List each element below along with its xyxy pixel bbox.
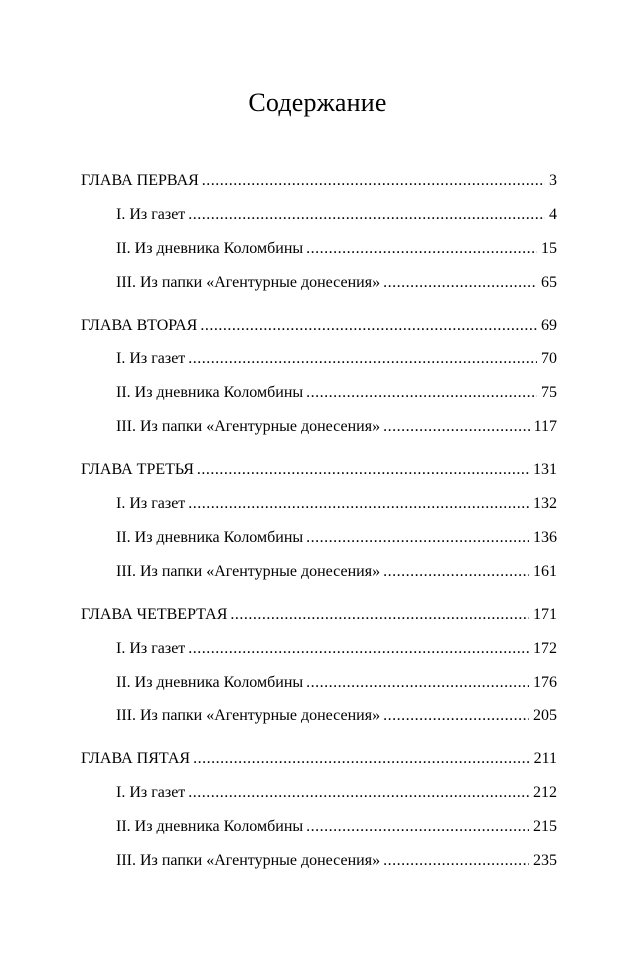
chapter-title: ГЛАВА ПЕРВАЯ bbox=[81, 172, 199, 189]
toc-section[interactable] bbox=[116, 238, 557, 260]
section-title: III. Из папки «Агентурные донесения» bbox=[116, 274, 381, 291]
chapter-title: ГЛАВА ВТОРАЯ bbox=[81, 317, 198, 334]
chapter-title: ГЛАВА ЧЕТВЕРТАЯ bbox=[81, 606, 228, 623]
section-title: II. Из дневника Коломбины bbox=[116, 240, 304, 257]
dot-leader bbox=[383, 561, 529, 583]
dot-leader bbox=[230, 604, 529, 626]
section-title: I. Из газет bbox=[116, 784, 186, 801]
section-title: III. Из папки «Агентурные донесения» bbox=[116, 418, 381, 435]
page-number: 15 bbox=[541, 240, 557, 257]
dot-leader bbox=[202, 170, 545, 192]
toc-section[interactable] bbox=[116, 527, 557, 549]
dot-leader bbox=[306, 527, 529, 549]
toc-section[interactable] bbox=[116, 416, 557, 438]
page-number: 161 bbox=[533, 563, 557, 580]
dot-leader bbox=[188, 204, 545, 226]
dot-leader bbox=[188, 493, 529, 515]
page-number: 131 bbox=[533, 461, 557, 478]
page-number: 75 bbox=[541, 384, 557, 401]
toc-chapter-4[interactable] bbox=[81, 604, 557, 626]
page-number: 172 bbox=[533, 640, 557, 657]
toc-chapter-2[interactable] bbox=[81, 315, 557, 337]
chapter-title: ГЛАВА ТРЕТЬЯ bbox=[81, 461, 194, 478]
page-number: 205 bbox=[533, 707, 557, 724]
page-number: 4 bbox=[549, 206, 557, 223]
page-number: 65 bbox=[541, 274, 557, 291]
section-title: II. Из дневника Коломбины bbox=[116, 674, 304, 691]
section-title: III. Из папки «Агентурные донесения» bbox=[116, 563, 381, 580]
page-title: Содержание bbox=[248, 88, 387, 117]
dot-leader bbox=[306, 238, 537, 260]
dot-leader bbox=[197, 459, 529, 481]
section-title: I. Из газет bbox=[116, 350, 186, 367]
page-number: 171 bbox=[533, 606, 557, 623]
section-title: I. Из газет bbox=[116, 640, 186, 657]
page-number: 212 bbox=[533, 784, 557, 801]
dot-leader bbox=[193, 748, 529, 770]
dot-leader bbox=[306, 382, 537, 404]
page-number: 69 bbox=[541, 317, 557, 334]
page-number: 176 bbox=[533, 674, 557, 691]
section-title: I. Из газет bbox=[116, 206, 186, 223]
toc-section[interactable] bbox=[116, 493, 557, 515]
dot-leader bbox=[188, 348, 537, 370]
section-title: III. Из папки «Агентурные донесения» bbox=[116, 707, 381, 724]
toc-chapter-5[interactable] bbox=[81, 748, 557, 770]
chapter-title: ГЛАВА ПЯТАЯ bbox=[81, 750, 191, 767]
toc-chapter-3[interactable] bbox=[81, 459, 557, 481]
section-title: I. Из газет bbox=[116, 495, 186, 512]
page-number: 3 bbox=[549, 172, 557, 189]
toc-chapter-1[interactable] bbox=[81, 170, 557, 192]
page-number: 117 bbox=[533, 418, 557, 435]
section-title: II. Из дневника Коломбины bbox=[116, 384, 304, 401]
dot-leader bbox=[188, 638, 529, 660]
toc-section[interactable] bbox=[116, 272, 557, 294]
toc-section[interactable] bbox=[116, 382, 557, 404]
dot-leader bbox=[306, 816, 529, 838]
toc-section[interactable] bbox=[116, 672, 557, 694]
toc-section[interactable] bbox=[116, 348, 557, 370]
toc-section[interactable] bbox=[116, 561, 557, 583]
dot-leader bbox=[306, 672, 529, 694]
section-title: III. Из папки «Агентурные донесения» bbox=[116, 852, 381, 869]
toc-section[interactable] bbox=[116, 850, 557, 872]
toc-section[interactable] bbox=[116, 816, 557, 838]
dot-leader bbox=[383, 272, 537, 294]
page-number: 136 bbox=[533, 529, 557, 546]
page-number: 132 bbox=[533, 495, 557, 512]
toc-section[interactable] bbox=[116, 638, 557, 660]
page-number: 211 bbox=[533, 750, 557, 767]
page-number: 215 bbox=[533, 818, 557, 835]
dot-leader bbox=[383, 705, 529, 727]
toc-section[interactable] bbox=[116, 782, 557, 804]
toc-section[interactable] bbox=[116, 204, 557, 226]
dot-leader bbox=[200, 315, 537, 337]
page-number: 70 bbox=[541, 350, 557, 367]
page-number: 235 bbox=[533, 852, 557, 869]
dot-leader bbox=[188, 782, 529, 804]
dot-leader bbox=[383, 850, 529, 872]
section-title: II. Из дневника Коломбины bbox=[116, 818, 304, 835]
section-title: II. Из дневника Коломбины bbox=[116, 529, 304, 546]
toc-section[interactable] bbox=[116, 705, 557, 727]
dot-leader bbox=[383, 416, 530, 438]
